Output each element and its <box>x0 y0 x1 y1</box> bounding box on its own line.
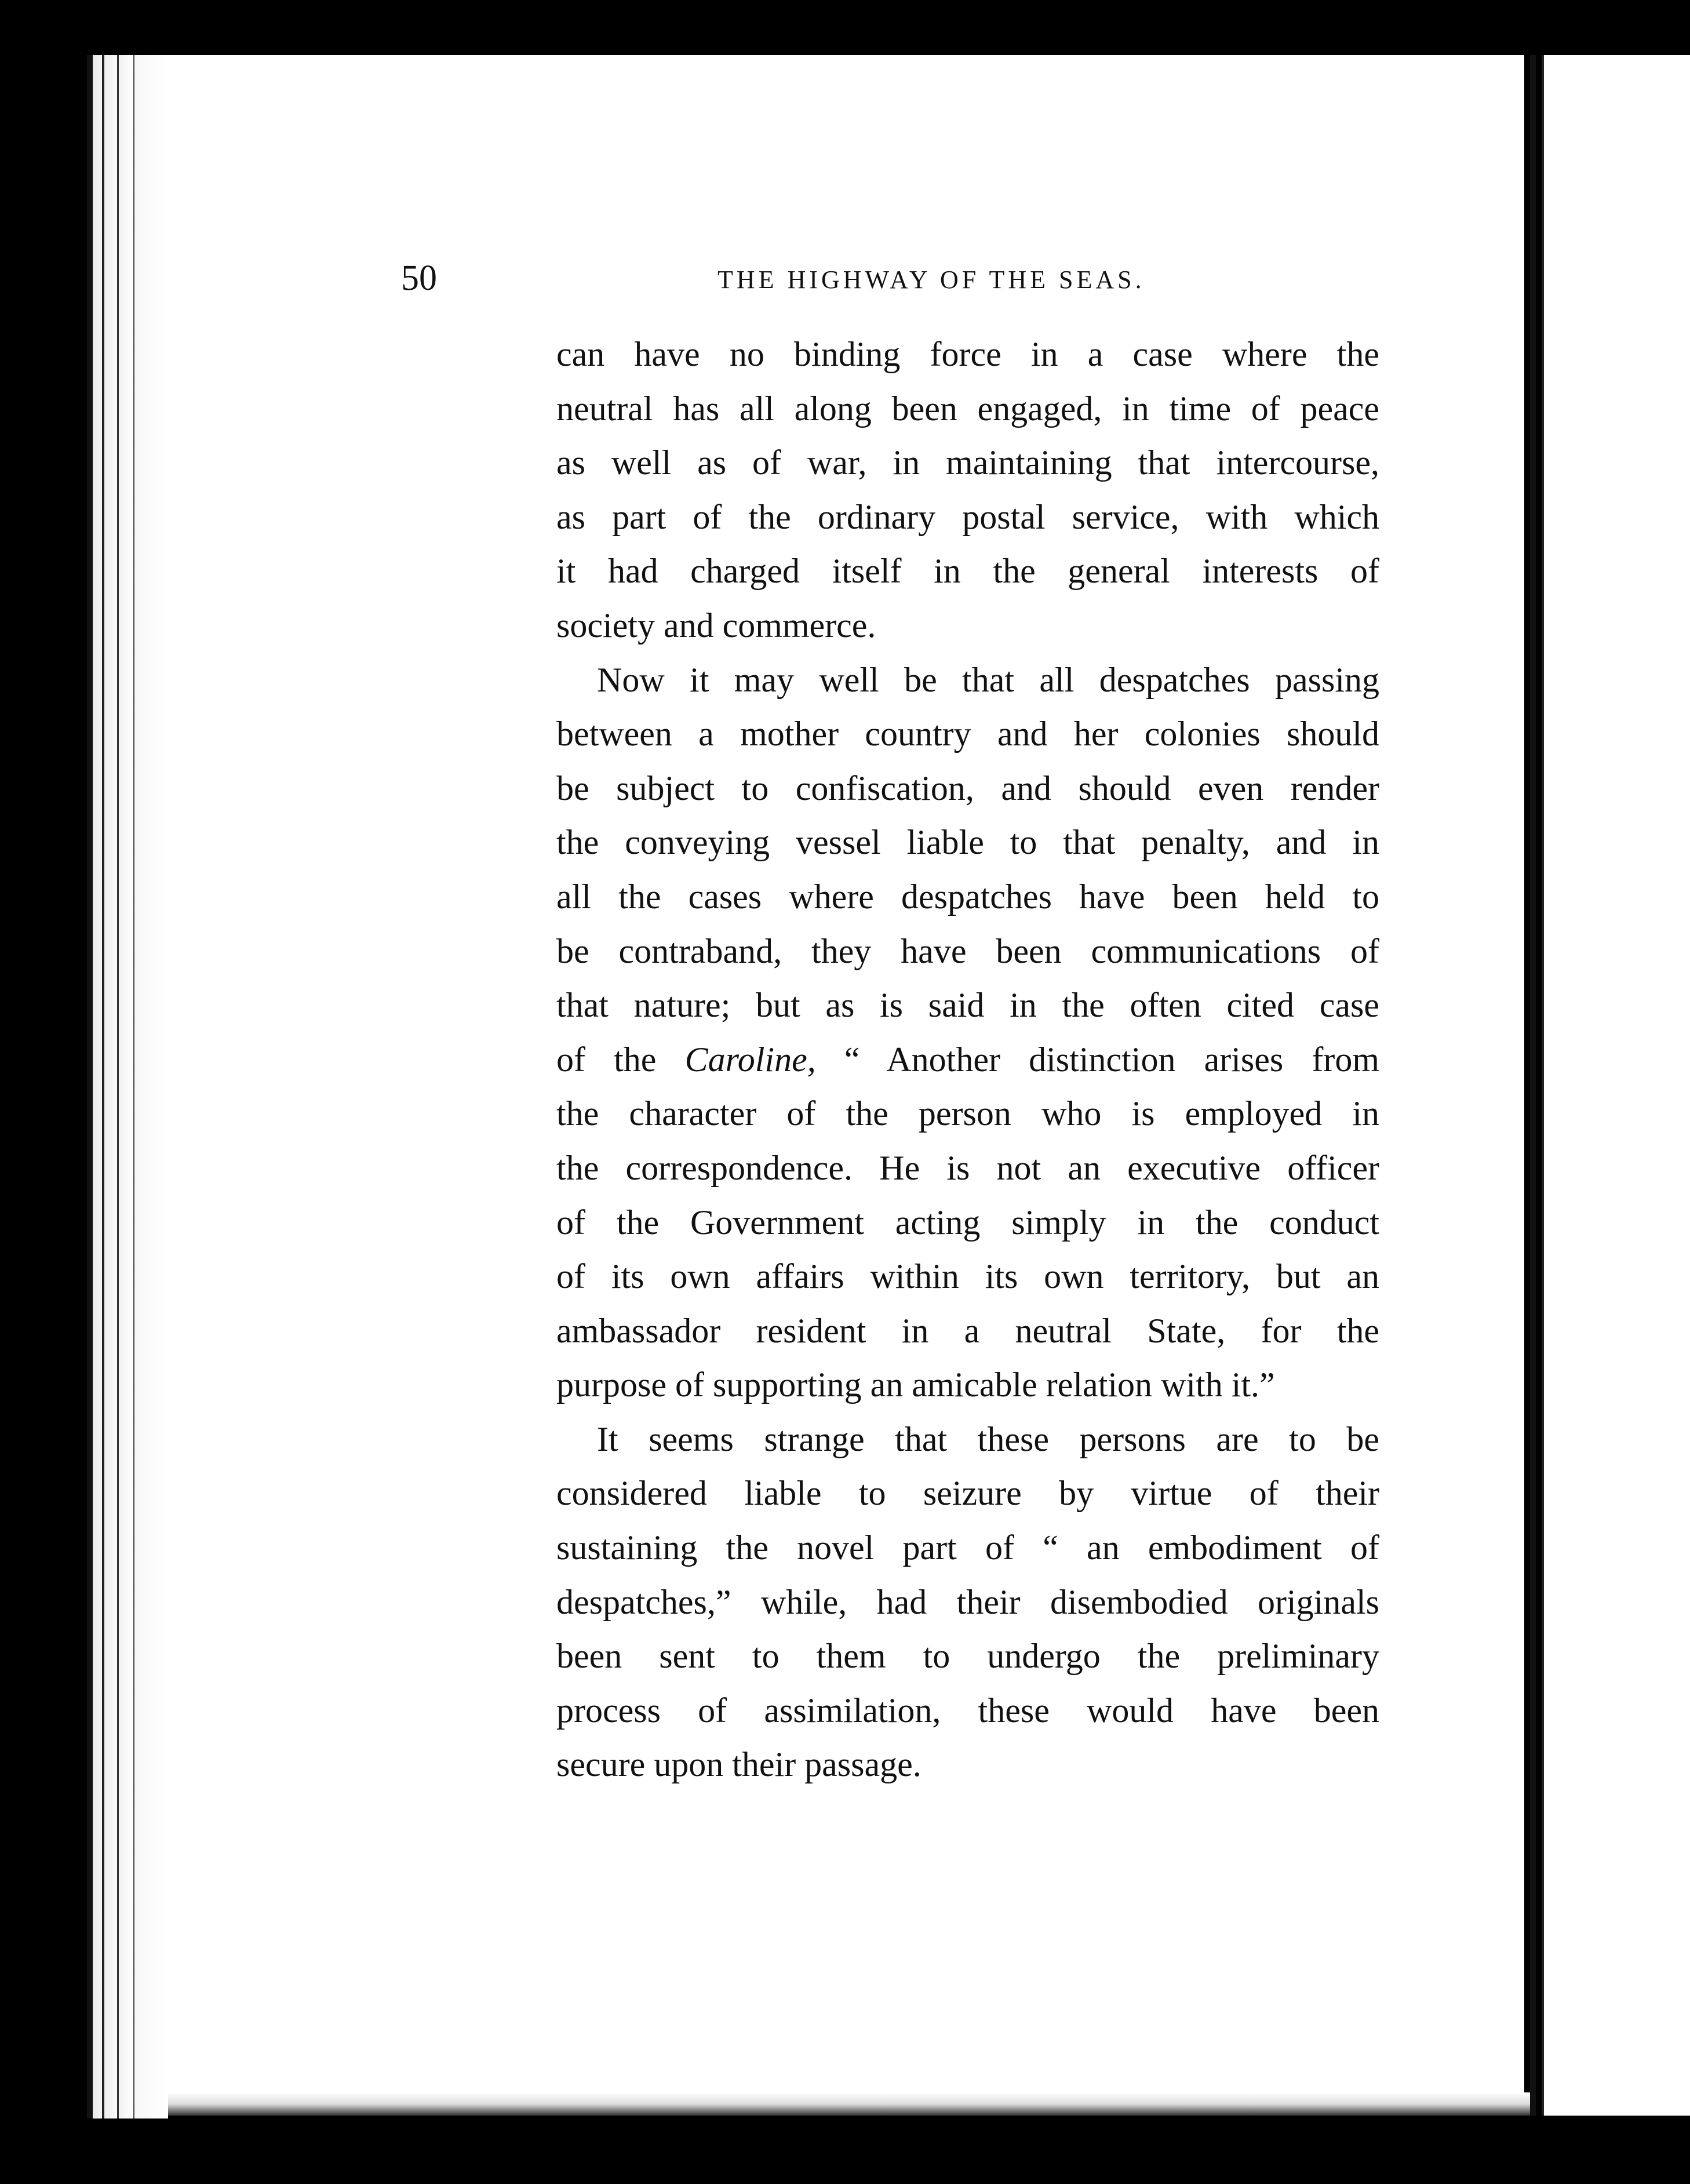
page-right-edge <box>1530 55 1536 2116</box>
book-spine-edge <box>87 55 168 2119</box>
text-line: Now it may well be that all despatches passing <box>597 660 1379 699</box>
text-line: that nature; but as is said in the often cited case <box>556 986 1379 1025</box>
text-line: considered liable to seizure by virtue of their <box>556 1474 1379 1513</box>
text-line: be subject to confiscation, and should even render <box>556 769 1379 807</box>
page-bottom-edge <box>168 2092 1530 2116</box>
text-line: purpose of supporting an amicable relation with it.” <box>556 1366 1275 1404</box>
text-line: between a mother country and her colonies should <box>556 715 1379 754</box>
body-text <box>556 327 1379 1792</box>
text-line: society and commerce. <box>556 606 876 645</box>
text-line: of the Government acting simply in the conduct <box>556 1203 1379 1242</box>
text-segment: of the <box>556 1040 685 1079</box>
text-line: it had charged itself in the general interests of <box>556 552 1379 591</box>
paragraph-2 <box>556 653 1379 1413</box>
page-number: 50 <box>401 259 437 298</box>
running-title: THE HIGHWAY OF THE SEAS. <box>717 265 1145 294</box>
running-head <box>0 255 1690 301</box>
text-line: can have no binding force in a case where the <box>556 335 1379 373</box>
text-line: of its own affairs within its own territory, but an <box>556 1257 1379 1296</box>
text-line: as well as of war, in maintaining that intercourse, <box>556 443 1379 482</box>
text-line: neutral has all along been engaged, in time of peace <box>556 389 1379 428</box>
text-segment: “ Another distinction arises from <box>815 1040 1379 1079</box>
paragraph-3 <box>556 1413 1379 1792</box>
text-line: despatches,” while, had their disembodied originals <box>556 1582 1379 1621</box>
text-line: as part of the ordinary postal service, with which <box>556 497 1379 536</box>
facing-page-edge <box>1542 55 1690 2116</box>
text-line-with-italic <box>556 1033 1379 1087</box>
text-line: the conveying vessel liable to that penalty, and in <box>556 823 1379 862</box>
italic-case-name: Caroline, <box>684 1040 816 1079</box>
text-line: the correspondence. He is not an executive officer <box>556 1148 1379 1187</box>
text-line: sustaining the novel part of “ an embodiment of <box>556 1528 1379 1567</box>
text-line: secure upon their passage. <box>556 1745 922 1784</box>
text-line: process of assimilation, these would have been <box>556 1691 1379 1730</box>
text-line: be contraband, they have been communications of <box>556 931 1379 970</box>
text-line: the character of the person who is employed in <box>556 1094 1379 1133</box>
text-line: all the cases where despatches have been held to <box>556 877 1379 916</box>
text-line: been sent to them to undergo the preliminary <box>556 1637 1379 1676</box>
text-line: It seems strange that these persons are to be <box>597 1419 1379 1458</box>
paragraph-1 <box>556 327 1379 653</box>
text-line: ambassador resident in a neutral State, for the <box>556 1311 1379 1350</box>
